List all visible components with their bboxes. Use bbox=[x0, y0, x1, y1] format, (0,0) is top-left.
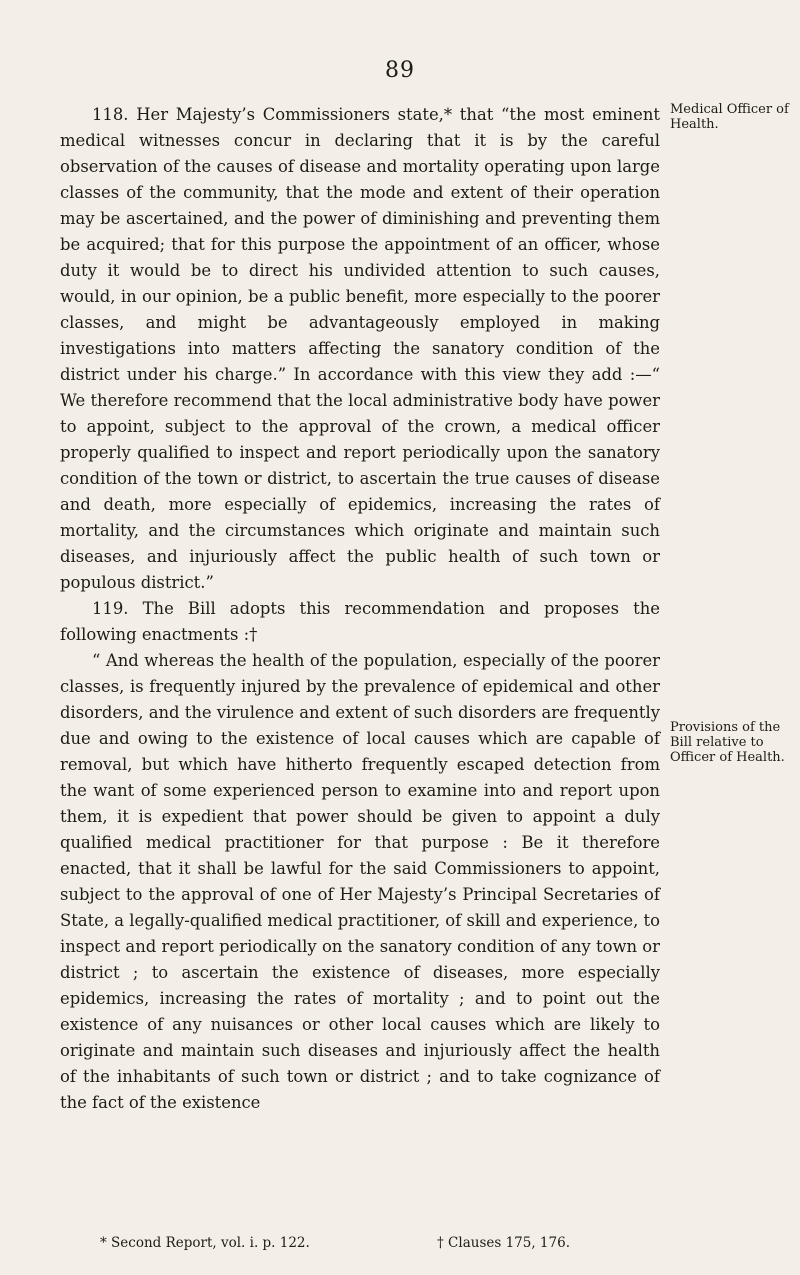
body-text bbox=[60, 102, 660, 1116]
margin-note-provisions: Provisions of the Bill relative to Officer of Health. bbox=[670, 720, 785, 765]
footnote-dagger: † Clauses 175, 176. bbox=[437, 1235, 570, 1251]
bill-quotation: “ And whereas the health of the population, especially of the poorer classes, is frequently injured by the prevalence of epidemical and other disorders, and the virulence and extent of such disorders are frequently due and owing to the existence of local causes which are capable of removal, but which have hitherto frequently escaped detection from the want of some experienced person to examine into and report upon them, it is expedient that power should be given to appoint a duly qualified medical practitioner for that purpose : Be it therefore enacted, that it shall be lawful for the said Commissioners to appoint, subject to the approval of one of Her Majesty’s Principal Secretaries of State, a legally-qualified medical practitioner, of skill and experience, to inspect and report periodically on the sanatory condition of any town or district ; to ascertain the existence of diseases, more especially epidemics, increasing the rates of mortality ; and to point out the existence of any nuisances or other local causes which are likely to originate and maintain such diseases and injuriously affect the health of the inhabitants of such town or district ; and to take cognizance of the fact of the existence bbox=[60, 651, 660, 1112]
paragraph-118: 118. Her Majesty’s Commissioners state,* that “the most eminent medical witnesses concur in declaring that it is by the careful observation of the causes of disease and mortality operating upon large classes of the community, that the mode and extent of their operation may be ascertained, and the power of diminishing and preventing them be acquired; that for this purpose the appointment of an officer, whose duty it would be to direct his undivided attention to such causes, would, in our opinion, be a public benefit, more especially to the poorer classes, and might be advantageously employed in making investigations into matters affecting the sanatory condition of the district under his charge.” In accordance with this view they add :—“ We therefore recommend that the local administrative body have power to appoint, subject to the approval of the crown, a medical officer properly qualified to inspect and report periodically upon the sanatory condition of the town or district, to ascertain the true causes of disease and death, more especially of epidemics, increasing the rates of mortality, and the circumstances which originate and maintain such diseases, and injuriously affect the public health of such town or populous district.” bbox=[60, 105, 660, 592]
paragraph-119: 119. The Bill adopts this recommendation and proposes the following enactments :† bbox=[60, 599, 660, 644]
footnotes bbox=[60, 1235, 660, 1251]
margin-note-medical-officer: Medical Officer of Health. bbox=[670, 102, 789, 132]
page-number: 89 bbox=[385, 58, 415, 83]
footnote-star: * Second Report, vol. i. p. 122. bbox=[100, 1235, 310, 1251]
